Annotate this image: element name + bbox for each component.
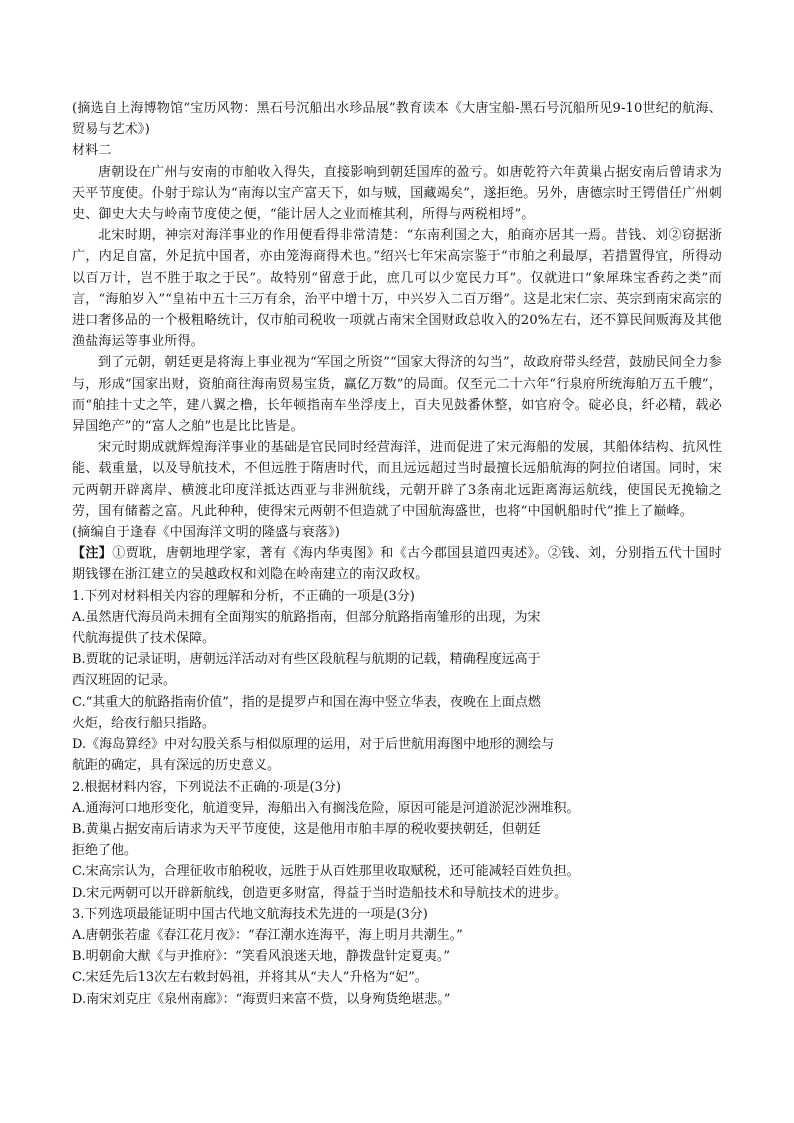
note xyxy=(72,543,722,585)
option-a: A.唐朝张若虚《春江花月夜》：“春江潮水连海平，海上明月共潮生。” xyxy=(72,927,463,943)
exam-page xyxy=(72,98,722,1010)
source-citation-1: (摘选自上海博物馆“宝历风物：黑石号沉船出水珍品展”教育读本《大唐宝船-黑石号沉船所见9-10世纪的航海、贸易与艺术》) xyxy=(72,101,722,138)
material-paragraph: 唐朝设在广州与安南的市舶收入得失，直接影响到朝廷国库的盈亏。如唐乾符六年黄巢占据安南后曾请求为天平节度使。仆射于琮认为“南海以宝产富天下，如与贼，国藏竭矣”，遂拒绝。另外，唐德宗时王锷借任广州刺史、御史大夫与岭南节度使之便，“能计居人之业而榷其利，所得与两税相埒”。 xyxy=(72,164,722,223)
option-d: D.《海岛算经》中对勾股关系与相似原理的运用，对于后世航用海图中地形的测绘与 航距的确定，具有深远的历史意义。 xyxy=(72,737,555,774)
option-d: D.南宋刘克庄《泉州南廊》：“海贾归来富不赀，以身殉货绝堪悲。” xyxy=(72,991,451,1007)
option-c: C.“其重大的航路指南价值”，指的是提罗卢和国在海中竖立华表，夜晚在上面点燃 火炬，给夜行船只指路。 xyxy=(72,694,541,731)
material-2-title: 材料二 xyxy=(72,143,112,159)
option-a: A.通海河口地形变化，航道变异，海船出入有搁浅危险，原因可能是河道淤泥沙洲堆积。 xyxy=(72,800,580,816)
note-label: 【注】 xyxy=(72,546,113,562)
option-b: B.黄巢占据安南后请求为天平节度使，这是他用市舶丰厚的税收要挟朝廷，但朝廷 拒绝了他。 xyxy=(72,821,541,859)
question-2 xyxy=(72,777,722,904)
material-paragraph: 到了元朝，朝廷更是将海上事业视为“军国之所资”“国家大得济的勾当”，故政府带头经营，鼓励民间全力参与，形成“国家出财，资舶商往海南贸易宝货，赢亿万数”的局面。仅至元二十六年“行泉府所统海舶万五千艘”，而“舶挂十丈之竿，建八翼之橹，长年顿指南车坐浮庋上，百夫见鼓番休整，如官府令。碇必良，纤必精，载必异国绝产”的“富人之舶”也是比比皆是。 xyxy=(72,355,722,435)
option-b: B.明朝俞大猷《与尹推府》：“笑看风浪迷天地，静拨盘针定夏夷。” xyxy=(72,949,450,965)
question-stem: 2.根据材料内容，下列说法不正确的·项是(3分) xyxy=(72,779,341,795)
question-stem: 3.下列选项最能证明中国古代地文航海技术先进的一项是(3分) xyxy=(72,906,428,922)
option-b: B.贾耽的记录证明，唐朝远洋活动对有些区段航程与航期的记载，精确程度远高于 西汉班固的记录。 xyxy=(72,652,541,689)
note-text: ①贾耽，唐朝地理学家，著有《海内华夷图》和《古今郡国县道四夷述》。②钱、刘，分别指五代十国时期钱镠在浙江建立的吴越政权和刘隐在岭南建立的南汉政权。 xyxy=(72,546,723,583)
option-c: C.宋高宗认为，合理征收市舶税收，远胜于从百姓那里收取赋税，还可能减轻百姓负担。 xyxy=(72,864,580,880)
material-paragraph: 宋元时期成就辉煌海洋事业的基础是官民同时经营海洋，进而促进了宋元海船的发展，其船体结构、抗风性能、载重量，以及导航技术，不但远胜于隋唐时代，而且远远超过当时最擅长远船航海的阿拉伯诸国。同时，宋元两朝开辟离岸、横渡北印度洋抵达西亚与非洲航线，元朝开辟了3条南北远距离海运航线，使国民无挽输之劳，国有储蓄之富。凡此种种，使得宋元两朝不但造就了中国航海盛世，也将“中国帆船时代”推上了巅峰。 xyxy=(72,440,722,519)
option-c: C.宋廷先后13次左右敕封妈祖，并将其从“夫人”升格为“妃”。 xyxy=(72,970,428,986)
material-paragraph: 北宋时期，神宗对海洋事业的作用便看得非常清楚：“东南利国之大，舶商亦居其一焉。昔钱、刘②窃据浙广，内足自富，外足抗中国者，亦由笼海商得术也。”绍兴七年宋高宗鉴于“市舶之利最厚，若措置得宜，所得动以百万计，岂不胜于取之于民”。故特别“留意于此，庶几可以少宽民力耳”。仅就进口“象犀珠宝香药之类”而言，“海舶岁入”“皇祐中五十三万有余，治平中增十万，中兴岁入二百万缗”。这是北宋仁宗、英宗到南宋高宗的进口奢侈品的一个极粗略统计，仅市舶司税收一项就占南宋全国财政总收入的20%左右，还不算民间贩海及其他渔盐海运等事业所得。 xyxy=(72,228,722,350)
question-stem: 1.下列对材料相关内容的理解和分析，不正确的一项是(3分) xyxy=(72,588,415,604)
option-a: A.虽然唐代海员尚未拥有全面翔实的航路指南，但部分航路指南雏形的出现，为宋 代航海提供了技术保障。 xyxy=(72,609,541,647)
option-d: D.宋元两朝可以开辟新航线，创造更多财富，得益于当时造船技术和导航技术的进步。 xyxy=(72,885,568,901)
source-citation-2: (摘编自于逢春《中国海洋文明的隆盛与衰落》) xyxy=(72,525,341,541)
question-1 xyxy=(72,586,722,777)
question-3 xyxy=(72,904,722,1010)
